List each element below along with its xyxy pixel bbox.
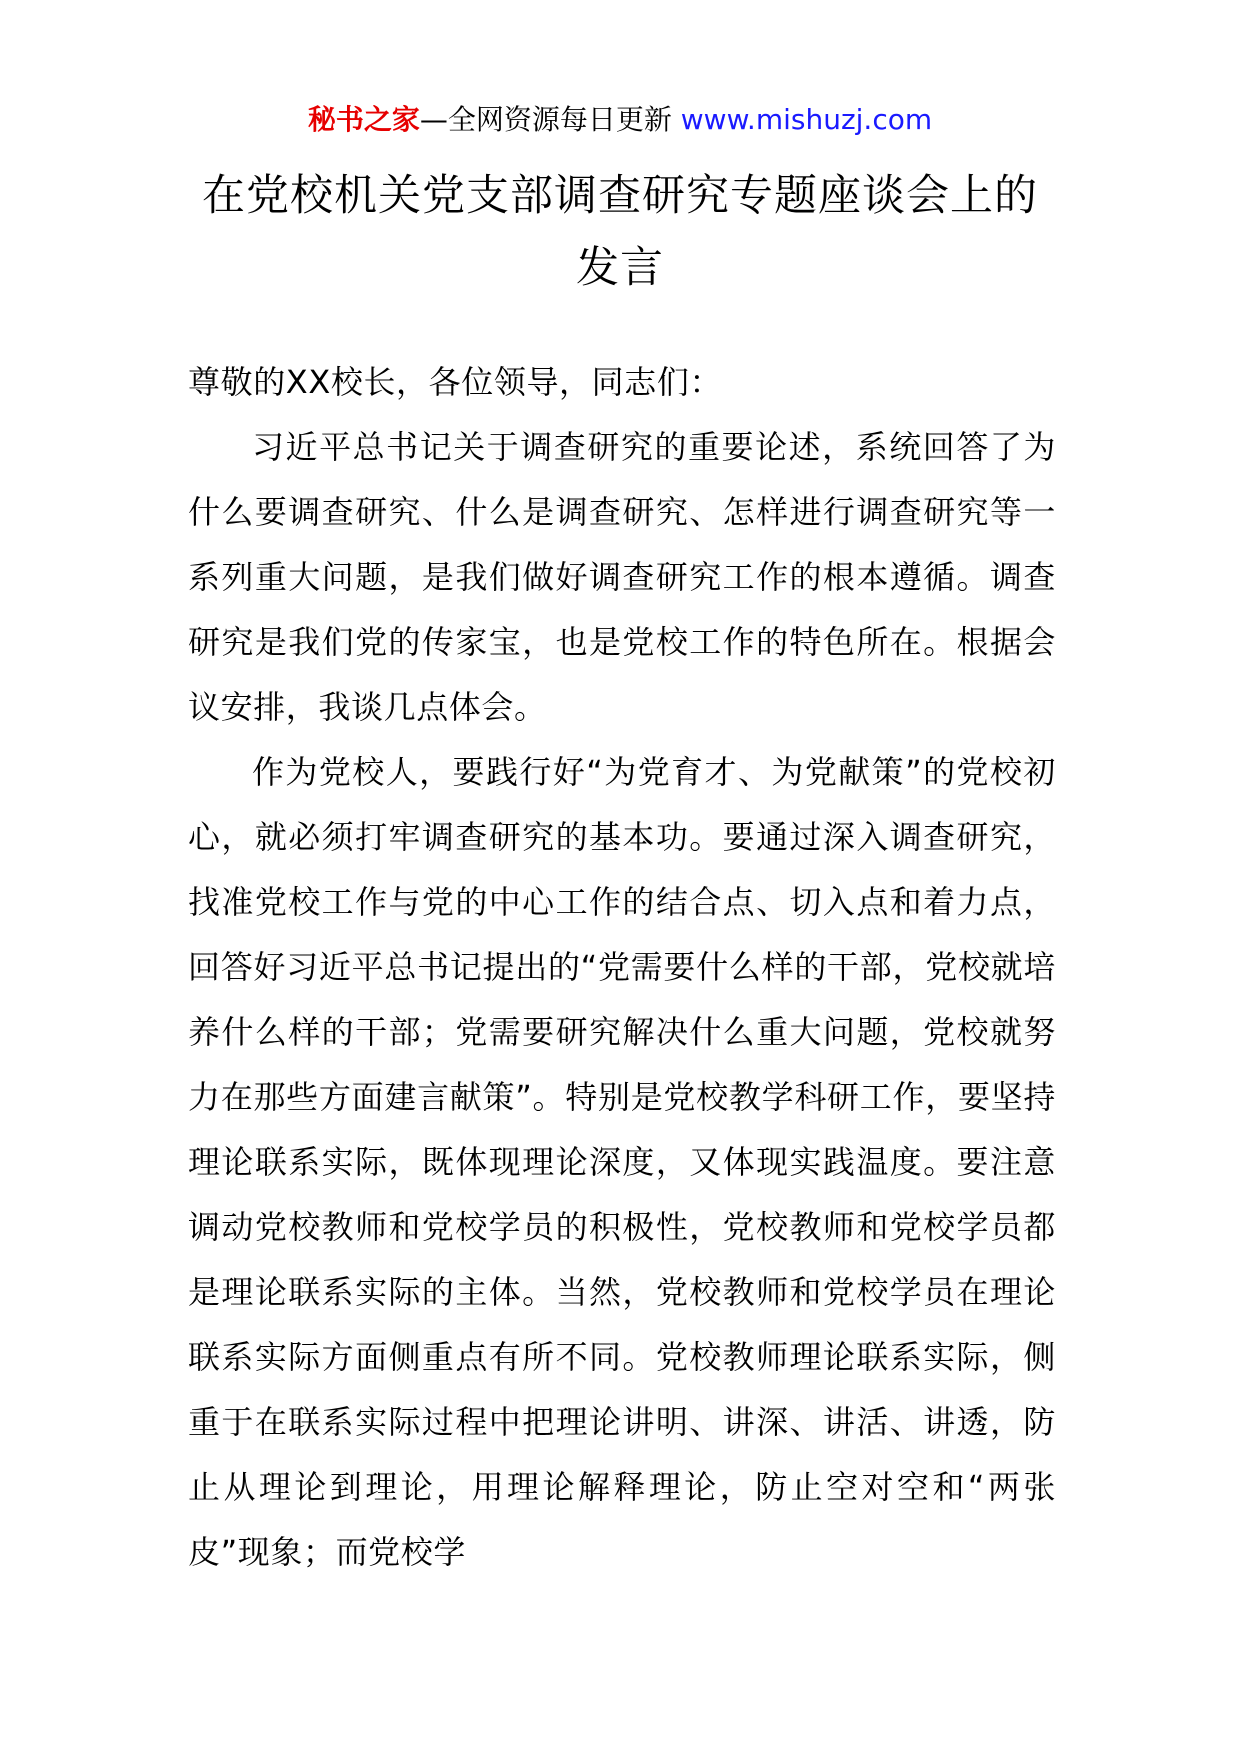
- brand-name: 秘书之家: [307, 103, 420, 136]
- body-paragraph: 习近平总书记关于调查研究的重要论述，系统回答了为什么要调查研究、什么是调查研究、怎样进行调查研究等一系列重大问题，是我们做好调查研究工作的根本遵循。调查研究是我们党的传家宝，也是党校工作的特色所在。根据会议安排，我谈几点体会。: [188, 428, 1056, 726]
- document-body: [188, 350, 1056, 1585]
- body-paragraph: 作为党校人，要践行好“为党育才、为党献策”的党校初心，就必须打牢调查研究的基本功。要通过深入调查研究，找准党校工作与党的中心工作的结合点、切入点和着力点，回答好习近平总书记提出的“党需要什么样的干部，党校就培养什么样的干部；党需要研究解决什么重大问题，党校就努力在那些方面建言献策”。特别是党校教学科研工作，要坚持理论联系实际，既体现理论深度，又体现实践温度。要注意调动党校教师和党校学员的积极性，党校教师和党校学员都是理论联系实际的主体。当然，党校教师和党校学员在理论联系实际方面侧重点有所不同。党校教师理论联系实际，侧重于在联系实际过程中把理论讲明、讲深、讲活、讲透，防止从理论到理论，用理论解释理论，防止空对空和“两张皮”现象；而党校学: [188, 753, 1056, 1571]
- salutation: 尊敬的XX校长，各位领导，同志们：: [188, 363, 723, 401]
- header-tagline: —全网资源每日更新: [419, 103, 681, 136]
- site-header: [0, 100, 1240, 140]
- document-title: 在党校机关党支部调查研究专题座谈会上的发言: [202, 171, 1038, 293]
- site-url-link[interactable]: www.mishuzj.com: [680, 103, 933, 136]
